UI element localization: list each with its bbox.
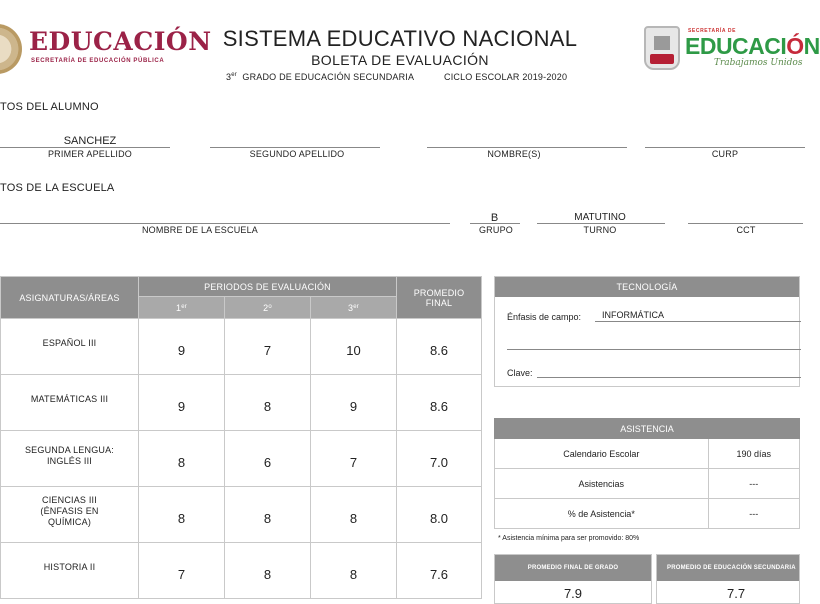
grade-period-1: 9 xyxy=(139,319,225,375)
national-seal-icon xyxy=(0,24,22,74)
grade-period-1: 8 xyxy=(139,431,225,487)
school-name-line xyxy=(0,223,450,224)
school-cycle: CICLO ESCOLAR 2019-2020 xyxy=(444,72,568,82)
names-caption: NOMBRE(S) xyxy=(487,149,541,159)
grade-period-1: 8 xyxy=(139,487,225,543)
subjects-header: ASIGNATURAS/ÁREAS xyxy=(1,277,139,319)
state-logo-tagline: Trabajamos Unidos xyxy=(714,58,803,68)
key-label: Clave: xyxy=(507,368,533,378)
subject-name: HISTORIA II xyxy=(1,543,139,599)
table-row xyxy=(495,469,800,499)
grade-period-1: 9 xyxy=(139,375,225,431)
state-logo-word-b: Ó xyxy=(786,33,804,59)
attendance-value: --- xyxy=(708,469,799,499)
state-logo-word-a: EDUCACI xyxy=(685,33,787,59)
state-logo-small: SECRETARÍA DE xyxy=(688,28,737,34)
grade-text: GRADO DE EDUCACIÓN SECUNDARIA xyxy=(242,72,415,82)
attendance-label: Asistencias xyxy=(495,469,709,499)
table-row xyxy=(1,375,482,431)
period-2-suffix: o xyxy=(268,303,272,310)
state-logo-word-c: N xyxy=(803,33,820,59)
period-1-suffix: er xyxy=(181,303,187,310)
period-2-number: 2 xyxy=(263,302,269,313)
level-average-box xyxy=(656,554,800,604)
grade-period-3: 10 xyxy=(311,319,397,375)
grade-average-value: 7.9 xyxy=(563,586,583,601)
group-value: B xyxy=(490,212,499,224)
first-surname-line xyxy=(0,147,170,148)
state-logo-word xyxy=(685,33,820,60)
attendance-value: 190 días xyxy=(708,439,799,469)
second-surname-line xyxy=(210,147,380,148)
subject-name: ESPAÑOL III xyxy=(1,319,139,375)
table-row xyxy=(1,487,482,543)
level-average-header: PROMEDIO DE EDUCACIÓN SECUNDARIA xyxy=(657,555,799,581)
attendance-table xyxy=(494,418,800,529)
grade-period-3: 8 xyxy=(311,487,397,543)
grade-period-2: 8 xyxy=(225,543,311,599)
subject-name: SEGUNDA LENGUA: INGLÉS III xyxy=(1,431,139,487)
subject-name: CIENCIAS III (ÉNFASIS EN QUÍMICA) xyxy=(1,487,139,543)
sep-logo-word: EDUCACIÓN xyxy=(29,27,212,56)
table-row xyxy=(1,543,482,599)
field-emphasis-value: INFORMÁTICA xyxy=(602,310,664,320)
grade-period-3: 9 xyxy=(311,375,397,431)
curp-line xyxy=(645,147,805,148)
table-row xyxy=(495,499,800,529)
subject-name: MATEMÁTICAS III xyxy=(1,375,139,431)
level-average-value: 7.7 xyxy=(727,586,746,601)
shift-value: MATUTINO xyxy=(574,212,626,223)
grade-period-2: 6 xyxy=(225,431,311,487)
grades-table xyxy=(0,276,482,599)
period-3-header xyxy=(311,297,397,319)
attendance-label: Calendario Escolar xyxy=(495,439,709,469)
periods-header: PERIODOS DE EVALUACIÓN xyxy=(139,277,397,297)
grade-average: 8.0 xyxy=(397,487,482,543)
grade-period-1: 7 xyxy=(139,543,225,599)
group-caption: GRUPO xyxy=(478,225,513,235)
grade-number: 3 xyxy=(226,72,232,82)
school-section-label: TOS DE LA ESCUELA xyxy=(0,182,115,194)
document-subtitle: BOLETA DE EVALUACIÓN xyxy=(311,52,489,68)
period-2-header xyxy=(225,297,311,319)
blank-line xyxy=(507,349,801,350)
cct-caption: CCT xyxy=(736,225,756,235)
grade-average: 7.6 xyxy=(397,543,482,599)
grade-average-header: PROMEDIO FINAL DE GRADO xyxy=(495,555,651,581)
grade-period-2: 8 xyxy=(225,375,311,431)
table-row xyxy=(495,439,800,469)
attendance-header: ASISTENCIA xyxy=(495,419,800,439)
grade-period-3: 7 xyxy=(311,431,397,487)
names-line xyxy=(427,147,627,148)
curp-caption: CURP xyxy=(711,149,739,159)
sep-logo xyxy=(0,22,212,74)
grade-average: 7.0 xyxy=(397,431,482,487)
technology-panel xyxy=(494,276,800,387)
attendance-label: % de Asistencia* xyxy=(495,499,709,529)
cct-line xyxy=(688,223,803,224)
sep-logo-subtitle: SECRETARÍA DE EDUCACIÓN PÚBLICA xyxy=(31,58,165,64)
group-line xyxy=(470,223,520,224)
period-1-header xyxy=(139,297,225,319)
grade-average: 8.6 xyxy=(397,319,482,375)
school-name-caption: NOMBRE DE LA ESCUELA xyxy=(141,225,259,235)
key-line xyxy=(537,377,801,378)
document-title: SISTEMA EDUCATIVO NACIONAL xyxy=(222,26,578,51)
table-row xyxy=(1,431,482,487)
attendance-value: --- xyxy=(708,499,799,529)
grade-period-3: 8 xyxy=(311,543,397,599)
table-row xyxy=(1,319,482,375)
field-emphasis-label: Énfasis de campo: xyxy=(507,312,582,322)
period-3-suffix: er xyxy=(353,303,359,310)
period-3-number: 3 xyxy=(348,302,354,313)
grade-suffix: er xyxy=(231,72,237,78)
field-emphasis-line xyxy=(595,321,801,322)
state-crest-icon xyxy=(644,26,680,70)
second-surname-caption: SEGUNDO APELLIDO xyxy=(249,149,345,159)
student-section-label: TOS DEL ALUMNO xyxy=(0,101,99,113)
grade-period-2: 8 xyxy=(225,487,311,543)
attendance-note: * Asistencia mínima para ser promovido: 80% xyxy=(498,535,640,542)
shift-line xyxy=(537,223,665,224)
grade-average: 8.6 xyxy=(397,375,482,431)
grade-average-box xyxy=(494,554,652,604)
final-average-header: PROMEDIO FINAL xyxy=(397,277,482,319)
grade-level xyxy=(226,72,414,82)
shift-caption: TURNO xyxy=(583,225,617,235)
first-surname-value: SANCHEZ xyxy=(63,135,117,147)
period-1-number: 1 xyxy=(176,302,182,313)
state-education-logo xyxy=(644,26,820,74)
first-surname-caption: PRIMER APELLIDO xyxy=(47,149,133,159)
technology-header: TECNOLOGÍA xyxy=(495,277,799,297)
grade-period-2: 7 xyxy=(225,319,311,375)
